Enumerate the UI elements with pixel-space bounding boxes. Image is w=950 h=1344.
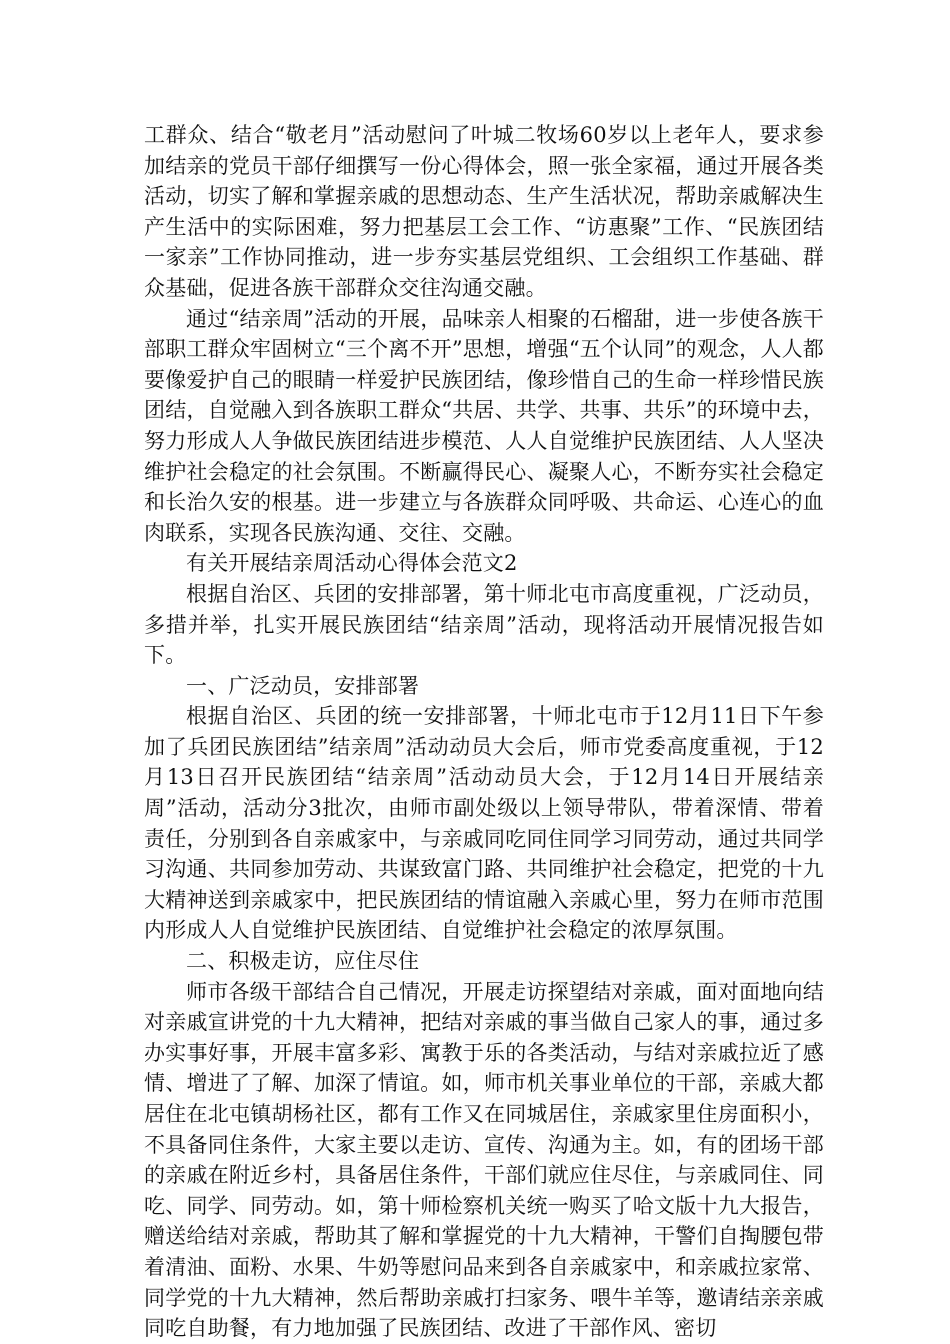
paragraph-2: 通过“结亲周”活动的开展，品味亲人相聚的石榴甜，进一步使各族干部职工群众牢固树立“三个离不开”思想，增强“五个认同”的观念，人人都要像爱护自己的眼睛一样爱护民族团结，像珍惜自己的生命一样珍惜民族团结，自觉融入到各族职工群众“共居、共学、共事、共乐”的环境中去，努力形成人人争做民族团结进步模范、人人自觉维护民族团结、人人坚决维护社会稳定的社会氛围。不断赢得民心、凝聚人心，不断夯实社会稳定和长治久安的根基。进一步建立与各族群众同呼吸、共命运、心连心的血肉联系，实现各民族沟通、交往、交融。 [144, 306, 824, 545]
paragraph-3: 根据自治区、兵团的安排部署，第十师北屯市高度重视，广泛动员，多措并举，扎实开展民族团结“结亲周”活动，现将活动开展情况报告如下。 [144, 581, 824, 668]
document-body [144, 120, 824, 1344]
paragraph-5: 师市各级干部结合自己情况，开展走访探望结对亲戚，面对面地向结对亲戚宣讲党的十九大精神，把结对亲戚的事当做自己家人的事，通过多办实事好事，开展丰富多彩、寓教于乐的各类活动，与结对亲戚拉近了感情、增进了了解、加深了情谊。如，师市机关事业单位的干部，亲戚大都居住在北屯镇胡杨社区，都有工作又在同城居住，亲戚家里住房面积小，不具备同住条件，大家主要以走访、宣传、沟通为主。如，有的团场干部的亲戚在附近乡村，具备居住条件，干部们就应住尽住，与亲戚同住、同吃、同学、同劳动。如，第十师检察机关统一购买了哈文版十九大报告，赠送给结对亲戚，帮助其了解和掌握党的十九大精神，干警们自掏腰包带着清油、面粉、水果、牛奶等慰问品来到各自亲戚家中，和亲戚拉家常、同学党的十九大精神，然后帮助亲戚打扫家务、喂牛羊等，邀请结亲亲戚同吃自助餐，有力地加强了民族团结、改进了干部作风、密切 [144, 979, 824, 1341]
paragraph-1: 工群众、结合“敬老月”活动慰问了叶城二牧场60岁以上老年人，要求参加结亲的党员干部仔细撰写一份心得体会，照一张全家福，通过开展各类活动，切实了解和掌握亲戚的思想动态、生产生活状况，帮助亲戚解决生产生活中的实际困难，努力把基层工会工作、“访惠聚”工作、“民族团结一家亲”工作协同推动，进一步夯实基层党组织、工会组织工作基础、群众基础，促进各族干部群众交往沟通交融。 [144, 123, 824, 300]
heading-1: 一、广泛动员，安排部署 [186, 673, 420, 698]
heading-2: 二、积极走访，应住尽住 [186, 949, 420, 974]
paragraph-4: 根据自治区、兵团的统一安排部署，十师北屯市于12月11日下午参加了兵团民族团结”结亲周”活动动员大会后，师市党委高度重视，于12月13日召开民族团结“结亲周”活动动员大会，于12月14日开展结亲周”活动，活动分3批次，由师市副处级以上领导带队，带着深情、带着责任，分别到各自亲戚家中，与亲戚同吃同住同学习同劳动，通过共同学习沟通、共同参加劳动、共谋致富门路、共同维护社会稳定，把党的十九大精神送到亲戚家中，把民族团结的情谊融入亲戚心里，努力在师市范围内形成人人自觉维护民族团结、自觉维护社会稳定的浓厚氛围。 [144, 704, 824, 943]
section-title: 有关开展结亲周活动心得体会范文2 [186, 551, 518, 576]
